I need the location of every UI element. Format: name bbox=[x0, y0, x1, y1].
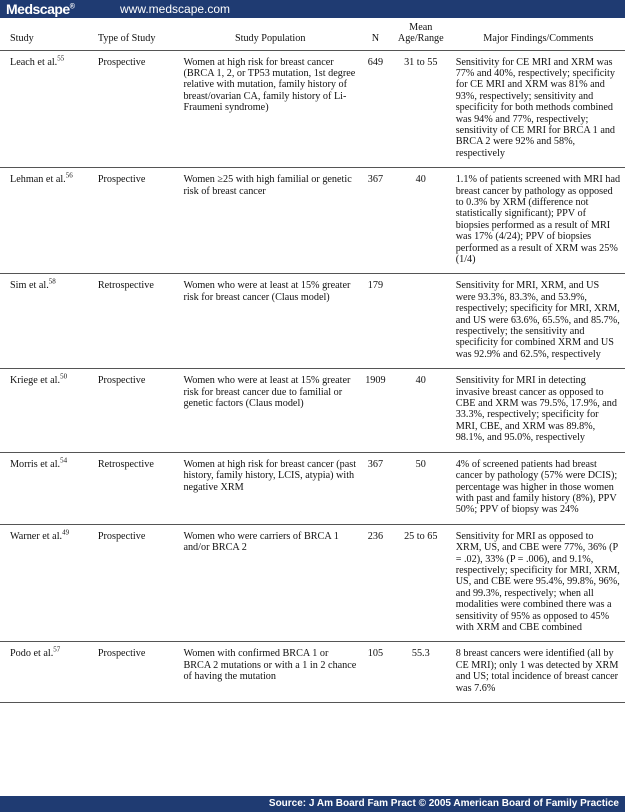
cell-findings bbox=[452, 369, 625, 452]
age-text: 40 bbox=[415, 375, 426, 387]
findings-text: 1.1% of patients screened with MRI had breast cancer by pathology as opposed to 0.3% by XRM (difference not statistically significant); PPV of biopsies performed as a result of MRI was 17% (4/24); PPV of biopsies performed as a result of XRM was 25% (1/4) bbox=[455, 174, 621, 265]
age-text: 55.3 bbox=[411, 648, 430, 660]
cell-study bbox=[0, 50, 94, 168]
cell-findings bbox=[452, 452, 625, 524]
findings-text: Sensitivity for MRI, XRM, and US were 93.3%, 83.3%, and 53.9%, respectively; specificity for MRI, XRM, and US were 63.6%, 65.5%, and 85.7%, respectively; the sensitivity and specificity for combined XRM and US was 92.9% and 62.5%, respectively bbox=[455, 280, 620, 360]
reference-number: 56 bbox=[65, 171, 73, 180]
type-text: Prospective bbox=[97, 375, 146, 387]
population-text: Women ≥25 with high familial or genetic risk of breast cancer bbox=[183, 174, 352, 197]
population-text: Women who were at least at 15% greater risk for breast cancer due to familial or genetic factors (Claus model) bbox=[183, 375, 351, 410]
col-age: Mean Age/Range bbox=[390, 18, 452, 50]
type-text: Retrospective bbox=[97, 458, 154, 470]
cell-age bbox=[390, 642, 452, 703]
cell-findings bbox=[452, 642, 625, 703]
source-citation: Source: J Am Board Fam Pract © 2005 American Board of Family Practice bbox=[268, 798, 619, 809]
n-text: 236 bbox=[367, 530, 384, 542]
type-text: Retrospective bbox=[97, 280, 154, 292]
type-text: Prospective bbox=[97, 530, 146, 542]
findings-text: Sensitivity for MRI as opposed to XRM, US, and CBE were 77%, 36% (P = .02), 33% (P = .006), and 9.1%, respectively; specificity for MRI, XRM, US, and CBE were 95.4%, 99.8%, 96%, and 99.3%, respectively; when all modalities were combined there was a sensitivity of 95% as opposed to 45% with XRM and CBE combined bbox=[455, 530, 620, 633]
cell-n bbox=[361, 168, 390, 274]
brand-name: Medscape bbox=[6, 1, 70, 17]
header-bar bbox=[0, 0, 625, 18]
col-findings: Major Findings/Comments bbox=[452, 18, 625, 50]
col-population: Study Population bbox=[179, 18, 361, 50]
col-study: Study bbox=[0, 18, 94, 50]
cell-study bbox=[0, 524, 94, 642]
col-type: Type of Study bbox=[94, 18, 180, 50]
table-header-row bbox=[0, 18, 625, 50]
study-text: Podo et al. bbox=[10, 648, 54, 660]
findings-text: Sensitivity for CE MRI and XRM was 77% and 40%, respectively; specificity for CE MRI and XRM was 81% and 93%, respectively; sensitivity and specificity for both methods combined was 94% and 77%, respectively; sensitivity of CE MRI for BRCA 1 and BRCA 2 were 92% and 58%, respectively bbox=[455, 56, 616, 159]
table-row bbox=[0, 168, 625, 274]
cell-type bbox=[94, 50, 180, 168]
table-row bbox=[0, 274, 625, 369]
cell-n bbox=[361, 524, 390, 642]
study-text: Leach et al. bbox=[10, 56, 58, 68]
type-text: Prospective bbox=[97, 648, 146, 660]
cell-type bbox=[94, 524, 180, 642]
n-text: 105 bbox=[367, 648, 384, 660]
study-text: Warner et al. bbox=[10, 530, 63, 542]
study-text: Sim et al. bbox=[10, 280, 49, 292]
table-row bbox=[0, 524, 625, 642]
cell-findings bbox=[452, 168, 625, 274]
study-text: Morris et al. bbox=[10, 458, 61, 470]
reference-number: 49 bbox=[62, 528, 70, 537]
population-text: Women who were at least at 15% greater risk for breast cancer (Claus model) bbox=[183, 280, 351, 303]
table-row bbox=[0, 452, 625, 524]
cell-findings bbox=[452, 50, 625, 168]
cell-type bbox=[94, 452, 180, 524]
age-text: 40 bbox=[415, 174, 426, 186]
cell-age bbox=[390, 524, 452, 642]
medscape-logo[interactable] bbox=[6, 0, 74, 18]
cell-findings bbox=[452, 524, 625, 642]
type-text: Prospective bbox=[97, 174, 146, 186]
cell-age bbox=[390, 168, 452, 274]
footer-bar bbox=[0, 796, 625, 812]
cell-study bbox=[0, 168, 94, 274]
cell-population bbox=[179, 50, 361, 168]
study-text: Lehman et al. bbox=[10, 174, 66, 186]
n-text: 367 bbox=[367, 458, 384, 470]
findings-text: 8 breast cancers were identified (all by CE MRI); only 1 was detected by XRM and US; total incidence of breast cancer was 7.6% bbox=[455, 648, 619, 694]
cell-population bbox=[179, 524, 361, 642]
n-text: 1909 bbox=[365, 375, 386, 387]
age-text: 50 bbox=[415, 458, 426, 470]
brand-mark: ® bbox=[69, 3, 75, 11]
studies-table bbox=[0, 18, 625, 703]
cell-findings bbox=[452, 274, 625, 369]
n-text: 179 bbox=[367, 280, 384, 292]
reference-number: 50 bbox=[60, 372, 68, 381]
n-text: 367 bbox=[367, 174, 384, 186]
cell-type bbox=[94, 642, 180, 703]
table-row bbox=[0, 50, 625, 168]
population-text: Women at high risk for breast cancer (past history, family history, LCIS, atypia) with negative XRM bbox=[183, 458, 357, 493]
type-text: Prospective bbox=[97, 56, 146, 68]
findings-text: 4% of screened patients had breast cancer by pathology (57% were DCIS); percentage was higher in those women with past and family history (8%), PPV 50%; PPV of biopsy was 24% bbox=[455, 458, 618, 516]
cell-age bbox=[390, 452, 452, 524]
cell-n bbox=[361, 274, 390, 369]
cell-age bbox=[390, 50, 452, 168]
age-text: 25 to 65 bbox=[404, 530, 438, 542]
cell-study bbox=[0, 452, 94, 524]
population-text: Women with confirmed BRCA 1 or BRCA 2 mutations or with a 1 in 2 chance of having the mutation bbox=[183, 648, 357, 683]
age-text: 31 to 55 bbox=[404, 56, 438, 68]
cell-type bbox=[94, 168, 180, 274]
cell-n bbox=[361, 369, 390, 452]
cell-population bbox=[179, 452, 361, 524]
cell-study bbox=[0, 642, 94, 703]
table-row bbox=[0, 369, 625, 452]
cell-age bbox=[390, 274, 452, 369]
cell-population bbox=[179, 274, 361, 369]
reference-number: 54 bbox=[60, 456, 68, 465]
study-text: Kriege et al. bbox=[10, 375, 61, 387]
findings-text: Sensitivity for MRI in detecting invasive breast cancer as opposed to CBE and XRM was 79.5%, 17.9%, and 33.3%, respectively; specificity for MRI, CBE, and XRM was 89.8%, 98.1%, and 95.0%, respectively bbox=[455, 375, 617, 444]
cell-type bbox=[94, 274, 180, 369]
reference-number: 55 bbox=[57, 54, 65, 63]
cell-n bbox=[361, 50, 390, 168]
cell-population bbox=[179, 168, 361, 274]
population-text: Women at high risk for breast cancer (BRCA 1, 2, or TP53 mutation, 1st degree relative with mutation, family history of breast/ovarian CA, family history of Li-Fraumeni syndrome) bbox=[183, 56, 356, 114]
cell-population bbox=[179, 642, 361, 703]
cell-type bbox=[94, 369, 180, 452]
cell-study bbox=[0, 369, 94, 452]
cell-n bbox=[361, 452, 390, 524]
reference-number: 58 bbox=[48, 278, 56, 287]
cell-n bbox=[361, 642, 390, 703]
col-n: N bbox=[361, 18, 390, 50]
cell-study bbox=[0, 274, 94, 369]
reference-number: 57 bbox=[53, 645, 61, 654]
table-row bbox=[0, 642, 625, 703]
cell-age bbox=[390, 369, 452, 452]
site-url[interactable]: www.medscape.com bbox=[120, 2, 231, 16]
cell-population bbox=[179, 369, 361, 452]
population-text: Women who were carriers of BRCA 1 and/or BRCA 2 bbox=[183, 530, 339, 554]
n-text: 649 bbox=[367, 56, 384, 68]
